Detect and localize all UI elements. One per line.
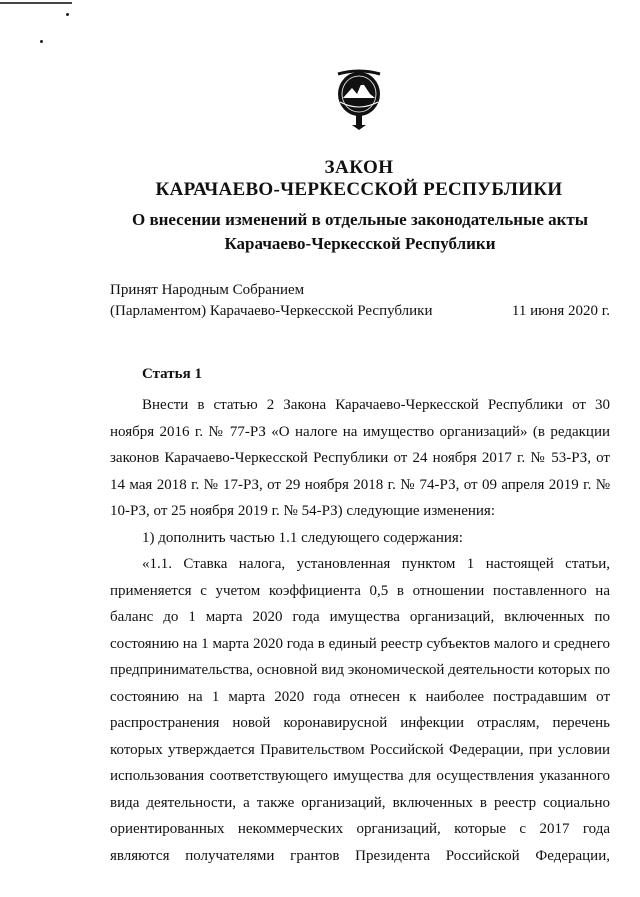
adopted-by-line1: Принят Народным Собранием: [110, 282, 305, 298]
scan-artifact-dot: [66, 13, 69, 16]
adoption-date: 11 июня 2020 г.: [511, 303, 610, 319]
adoption-block: [110, 280, 610, 322]
law-title-republic: КАРАЧАЕВО-ЧЕРКЕССКОЙ РЕСПУБЛИКИ: [155, 179, 563, 200]
law-title: ЗАКОН: [324, 157, 394, 178]
article-heading: Статья 1: [142, 366, 202, 382]
paragraph: 1) дополнить частью 1.1 следующего содержания:: [142, 529, 463, 546]
paragraph: «1.1. Ставка налога, установленная пунктом 1 настоящей статьи, применяется с учетом коэффициента 0,5 в отношении поставленного на баланс до 1 марта 2020 года имущества организаций, включенных по состоянию на 1 марта 2020 года в единый реестр субъектов малого и среднего предпринимательства, основной вид экономической деятельности которых по состоянию на 1 марта 2020 года отнесен к наиболее пострадавшим от распространения новой коронавирусной инфекции отраслям, перечень которых утверждается Правительством Российской Федерации, при условии использования соответствующего имущества для осуществления указанного вида деятельности, а также организаций, включенных в реестр социально ориентированных некоммерческих организаций, которые с 2017 года являются получателями грантов Президента Российской Федерации,: [110, 556, 610, 864]
law-subtitle: О внесении изменений в отдельные законодательные акты Карачаево-Черкесской Республики: [131, 210, 589, 253]
scan-artifact-dot: [40, 40, 43, 43]
scan-artifact-line: [0, 2, 72, 4]
adopted-row: [110, 301, 610, 322]
adopted-by-line2: (Парламентом) Карачаево-Черкесской Республики: [110, 303, 433, 319]
karachay-cherkessia-emblem-icon: [334, 68, 384, 130]
paragraph: Внести в статью 2 Закона Карачаево-Черкесской Республики от 30 ноября 2016 г. № 77-РЗ «О налоге на имущество организаций» (в редакции законов Карачаево-Черкесской Республики от 24 ноября 2017 г. № 53-РЗ, от 14 мая 2018 г. № 17-РЗ, от 29 ноября 2018 г. № 74-РЗ, от 09 апреля 2019 г. № 10-РЗ, от 25 ноября 2019 г. № 54-РЗ) следующие изменения:: [110, 397, 610, 519]
article-body: [110, 392, 610, 869]
